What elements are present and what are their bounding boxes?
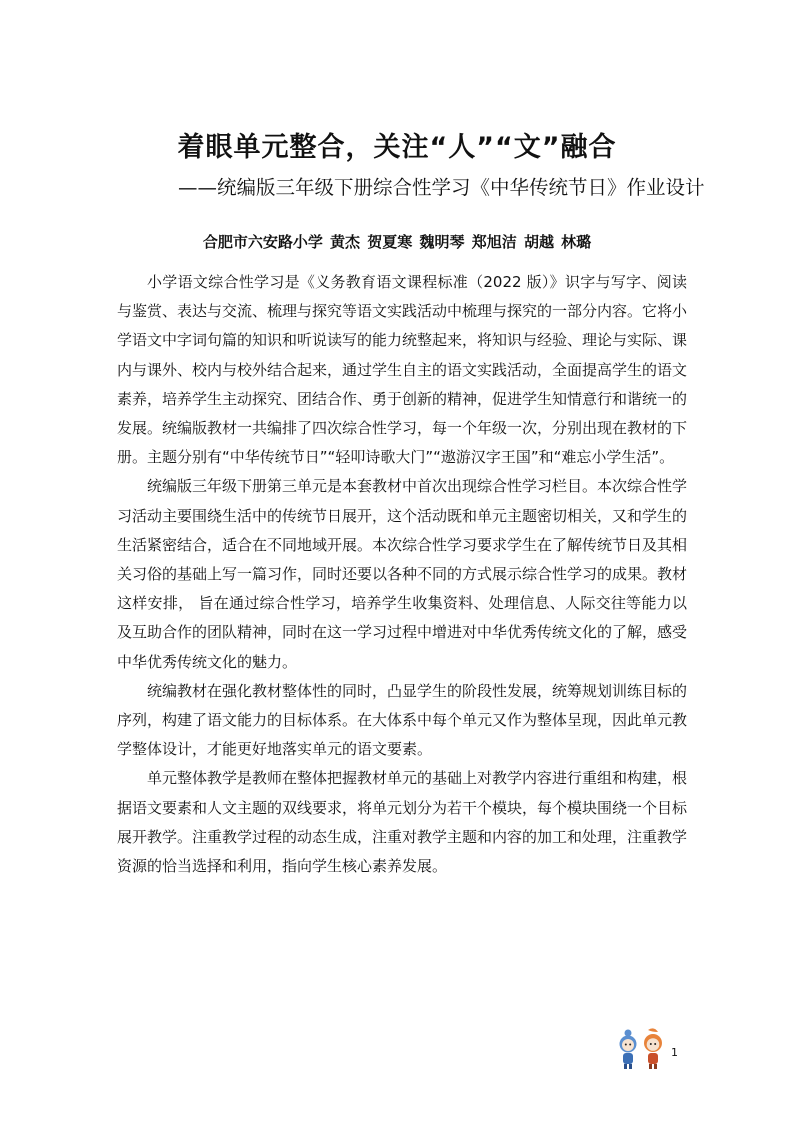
paragraph: 小学语文综合性学习是《义务教育语文课程标准（2022 版）》识字与写字、阅读与鉴赏、表达与交流、梳理与探究等语文实践活动中梳理与探究的一部分内容。它将小学语文中字词句篇的知识和听说读写的能力统整起来，将知识与经验、理论与实际、课内与课外、校内与校外结合起来，通过学生自主的语文实践活动，全面提高学生的语文素养，培养学生主动探究、团结合作、勇于创新的精神，促进学生知情意行和谐统一的发展。统编版教材一共编排了四次综合性学习，每一个年级一次，分别出现在教材的下册。主题分别有“中华传统节日”“轻叩诗歌大门”“遨游汉字王国”和“难忘小学生活”。 bbox=[117, 273, 688, 467]
paragraph: 统编教材在强化教材整体性的同时，凸显学生的阶段性发展，统筹规划训练目标的序列，构建了语文能力的目标体系。在大体系中每个单元又作为整体呈现，因此单元教学整体设计，才能更好地落实单元的语文要素。 bbox=[117, 681, 688, 759]
body-text bbox=[117, 268, 687, 881]
paragraph: 单元整体教学是教师在整体把握教材单元的基础上对教学内容进行重组和构建，根据语文要素和人文主题的双线要求，将单元划分为若干个模块，每个模块围绕一个目标展开教学。注重教学过程的动态生成，注重对教学主题和内容的加工和处理，注重教学资源的恰当选择和利用，指向学生核心素养发展。 bbox=[117, 769, 688, 876]
page-subtitle: ——统编版三年级下册综合性学习《中华传统节日》作业设计 bbox=[178, 176, 705, 199]
mascot-icon bbox=[614, 1027, 668, 1073]
author-line: 合肥市六安路小学 黄杰 贺夏寒 魏明琴 郑旭洁 胡越 林璐 bbox=[202, 233, 592, 251]
paragraph: 统编版三年级下册第三单元是本套教材中首次出现综合性学习栏目。本次综合性学习活动主要围绕生活中的传统节日展开，这个活动既和单元主题密切相关，又和学生的生活紧密结合，适合在不同地域开展。本次综合性学习要求学生在了解传统节日及其相关习俗的基础上写一篇习作，同时还要以各种不同的方式展示综合性学习的成果。教材这样安排， 旨在通过综合性学习，培养学生收集资料、处理信息、人际交往等能力以及互助合作的团队精神，同时在这一学习过程中增进对中华优秀传统文化的了解，感受中华优秀传统文化的魅力。 bbox=[117, 477, 688, 671]
page-number: 1 bbox=[671, 1046, 678, 1059]
page-title: 着眼单元整合，关注“人”“文”融合 bbox=[177, 132, 617, 163]
